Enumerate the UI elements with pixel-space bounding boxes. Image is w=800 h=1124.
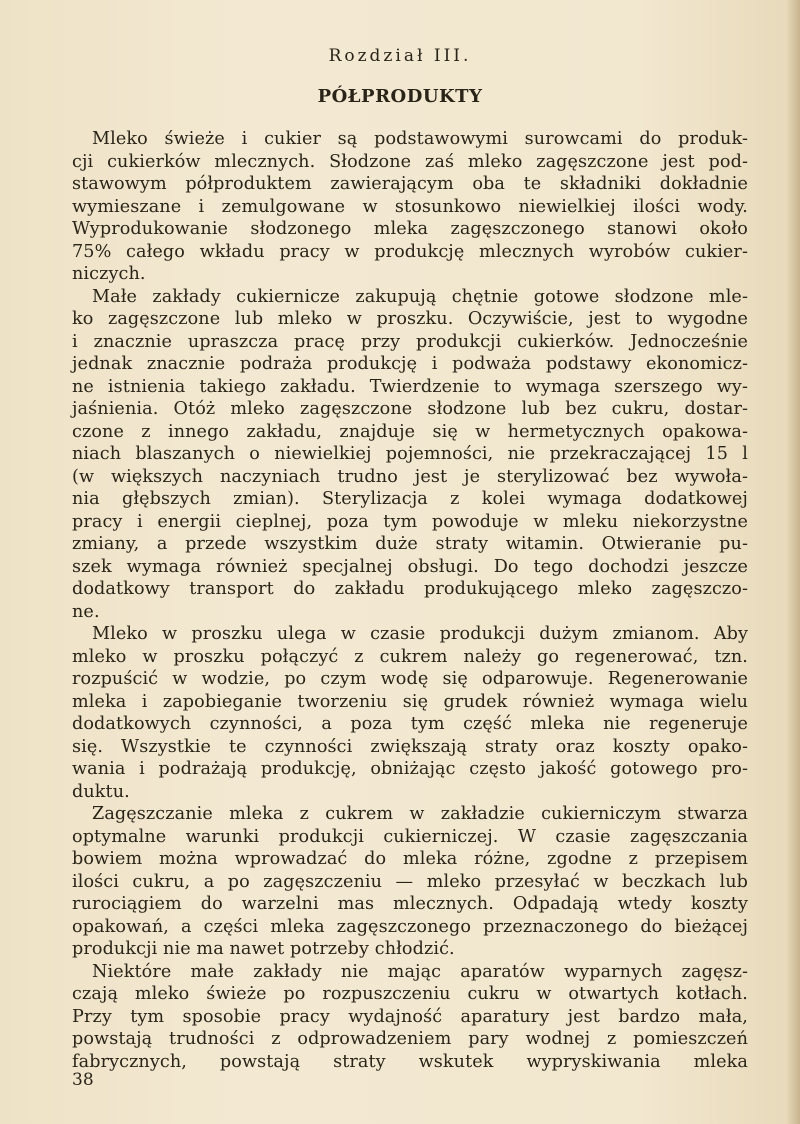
text-line: się. Wszystkie te czynności zwiększają straty oraz koszty opako- [72,736,748,757]
text-line: Niektóre małe zakłady nie mając aparatów wyparnych zagęsz- [92,961,748,982]
text-line: Mleko świeże i cukier są podstawowymi surowcami do produk- [92,129,748,149]
text-line: czone z innego zakładu, znajduje się w hermetycznych opakowa- [72,421,748,442]
chapter-title: PÓŁPRODUKTY [317,86,483,107]
text-line: ne istnienia takiego zakładu. Twierdzenie to wymaga szerszego wy- [72,376,748,397]
text-line: szek wymaga również specjalnej obsługi. Do tego dochodzi jeszcze [72,556,748,577]
text-line: ne. [72,601,100,622]
text-line: dodatkowy transport do zakładu produkującego mleko zagęszczo- [72,579,748,599]
text-line: Małe zakłady cukiernicze zakupują chętnie gotowe słodzone mle- [92,286,748,307]
body-text [72,128,748,1073]
text-line: dodatkowych czynności, a poza tym część mleka nie regeneruje [72,714,748,734]
text-line: fabrycznych, powstają straty wskutek wypryskiwania mleka [72,1051,748,1072]
text-line: stawowym półproduktem zawierającym oba te składniki dokładnie [72,174,748,194]
text-line: wymieszane i zemulgowane w stosunkowo niewielkiej ilości wody. [72,196,748,217]
text-line: czają mleko świeże po rozpuszczeniu cukru w otwartych kotłach. [72,984,748,1004]
text-line: niczych. [72,264,146,284]
text-line: ko zagęszczone lub mleko w proszku. Oczywiście, jest to wygodne [72,309,748,329]
text-line: rozpuścić w wodzie, po czym wodę się odparowuje. Regenerowanie [72,669,748,689]
text-line: powstają trudności z odprowadzeniem pary wodnej z pomieszczeń [72,1029,748,1049]
text-line: Wyprodukowanie słodzonego mleka zagęszczonego stanowi około [72,219,748,239]
text-line: pracy i energii cieplnej, poza tym powoduje w mleku niekorzystne [72,511,748,532]
text-line: niach blaszanych o niewielkiej pojemności, nie przekraczającej 15 l [72,444,748,464]
text-line: Zagęszczanie mleka z cukrem w zakładzie cukierniczym stwarza [92,804,748,824]
text-line: (w większych naczyniach trudno jest je sterylizować bez wywoła- [72,466,748,487]
text-line: bowiem można wprowadzać do mleka różne, zgodne z przepisem [72,849,748,869]
text-line: optymalne warunki produkcji cukierniczej. W czasie zagęszczania [72,826,748,847]
text-line: 75% całego wkładu pracy w produkcję mlecznych wyrobów cukier- [72,241,748,262]
text-line: mleko w proszku połączyć z cukrem należy go regenerować, tzn. [72,646,748,667]
text-line: opakowań, a części mleka zagęszczonego przeznaczonego do bieżącej [72,916,748,937]
text-line: produkcji nie ma nawet potrzeby chłodzić. [72,939,455,959]
text-line: rurociągiem do warzelni mas mlecznych. Odpadają wtedy koszty [72,894,748,914]
text-line: duktu. [72,781,130,802]
text-line: jednak znacznie podraża produkcję i podważa podstawy ekonomicz- [72,354,748,374]
text-line: Mleko w proszku ulega w czasie produkcji dużym zmianom. Aby [92,624,748,644]
text-line: cji cukierków mlecznych. Słodzone zaś mleko zagęszczone jest pod- [72,151,748,172]
text-line: i znacznie upraszcza pracę przy produkcji cukierków. Jednocześnie [72,331,748,352]
page-number: 38 [72,1070,94,1090]
text-line: Przy tym sposobie pracy wydajność aparatury jest bardzo mała, [72,1006,748,1027]
text-line: nia głębszych zmian). Sterylizacja z kolei wymaga dodatkowej [72,489,748,509]
page-edge-shadow [786,0,800,1124]
text-line: mleka i zapobieganie tworzeniu się grudek również wymaga wielu [72,691,748,712]
text-line: jaśnienia. Otóż mleko zagęszczone słodzone lub bez cukru, dostar- [72,399,748,419]
chapter-label: Rozdział III. [328,46,472,66]
text-line: zmiany, a przede wszystkim duże straty witamin. Otwieranie pu- [72,534,748,554]
text-line: wania i podrażają produkcję, obniżając często jakość gotowego pro- [72,759,748,779]
text-line: ilości cukru, a po zagęszczeniu — mleko przesyłać w beczkach lub [72,871,748,892]
